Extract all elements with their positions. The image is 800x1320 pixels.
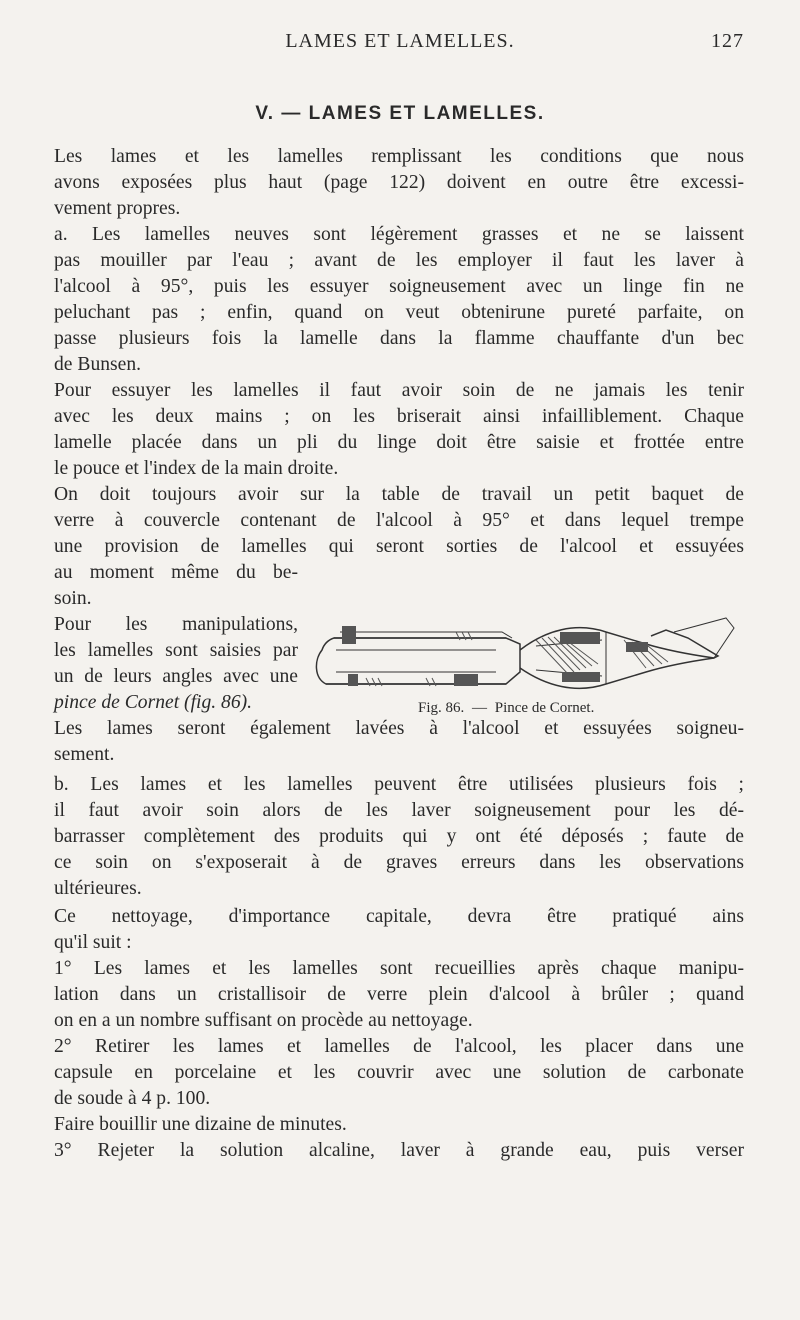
text-line: Pour essuyer les lamelles il faut avoir soin de ne jamais les tenir [54,380,744,401]
figure-caption-text: Pince de Cornet. [494,700,595,716]
text-line: lamelle placée dans un pli du linge doit être saisie et frottée entre [54,432,744,453]
text-line: ce soin on s'exposerait à de graves erreurs dans les observations [54,852,744,873]
text-line: pas mouiller par l'eau ; avant de les employer il faut les laver à [54,250,744,271]
text-line: ultérieures. [54,878,142,899]
text-line: Les lames seront également lavées à l'alcool et essuyées soigneu- [54,718,744,739]
running-title: LAMES ET LAMELLES. [285,30,515,52]
text-line: il faut avoir soin alors de les laver soigneusement pour les dé- [54,800,744,821]
text-line: on en a un nombre suffisant on procède au nettoyage. [54,1010,473,1031]
text-line: passe plusieurs fois la lamelle dans la flamme chauffante d'un bec [54,328,744,349]
text-line: de soude à 4 p. 100. [54,1088,211,1109]
text-line: On doit toujours avoir sur la table de travail un petit baquet de [54,484,744,505]
forceps-illustration [306,610,746,710]
text-line: vement propres. [54,198,181,219]
text-line: sement. [54,744,115,765]
text-line: pince de Cornet (fig. 86). [54,692,253,713]
text-line: avec les deux mains ; on les briserait ainsi infailliblement. Chaque [54,406,744,427]
running-head [0,30,800,60]
text-line: b. Les lames et les lamelles peuvent être utilisées plusieurs fois ; [54,774,744,795]
figure-label: Fig. 86. [418,700,465,716]
text-line: verre à couvercle contenant de l'alcool à 95° et dans lequel trempe [54,510,744,531]
page-number: 127 [711,30,744,52]
text-line: une provision de lamelles qui seront sorties de l'alcool et essuyées [54,536,744,557]
text-line: de Bunsen. [54,354,142,375]
text-line: peluchant pas ; enfin, quand on veut obtenirune pureté parfaite, on [54,302,744,323]
text-line: avons exposées plus haut (page 122) doivent en outre être excessi- [54,172,744,193]
text-line: au moment même du be- [54,562,298,583]
text-line: l'alcool à 95°, puis les essuyer soigneusement avec un linge fin ne [54,276,744,297]
section-title: V. — LAMES ET LAMELLES. [255,103,545,124]
text-line: Faire bouillir une dizaine de minutes. [54,1114,347,1135]
figure-caption [418,700,738,717]
text-line: les lamelles sont saisies par [54,640,298,661]
text-line: 3° Rejeter la solution alcaline, laver à grande eau, puis verser [54,1140,744,1161]
text-line: a. Les lamelles neuves sont légèrement grasses et ne se laissent [54,224,744,245]
text-line: Ce nettoyage, d'importance capitale, devra être pratiqué ains [54,906,744,927]
text-line: un de leurs angles avec une [54,666,298,687]
text-line: soin. [54,588,92,609]
text-line: lation dans un cristallisoir de verre plein d'alcool à brûler ; quand [54,984,744,1005]
text-line: capsule en porcelaine et les couvrir avec une solution de carbonate [54,1062,744,1083]
text-line: barrasser complètement des produits qui y ont été déposés ; faute de [54,826,744,847]
text-line: qu'il suit : [54,932,132,953]
text-line: Pour les manipulations, [54,614,298,635]
text-line: 2° Retirer les lames et lamelles de l'alcool, les placer dans une [54,1036,744,1057]
text-line: Les lames et les lamelles remplissant les conditions que nous [54,146,744,167]
text-line: 1° Les lames et les lamelles sont recueillies après chaque manipu- [54,958,744,979]
figure-dash: — [472,700,488,716]
text-line: le pouce et l'index de la main droite. [54,458,339,479]
